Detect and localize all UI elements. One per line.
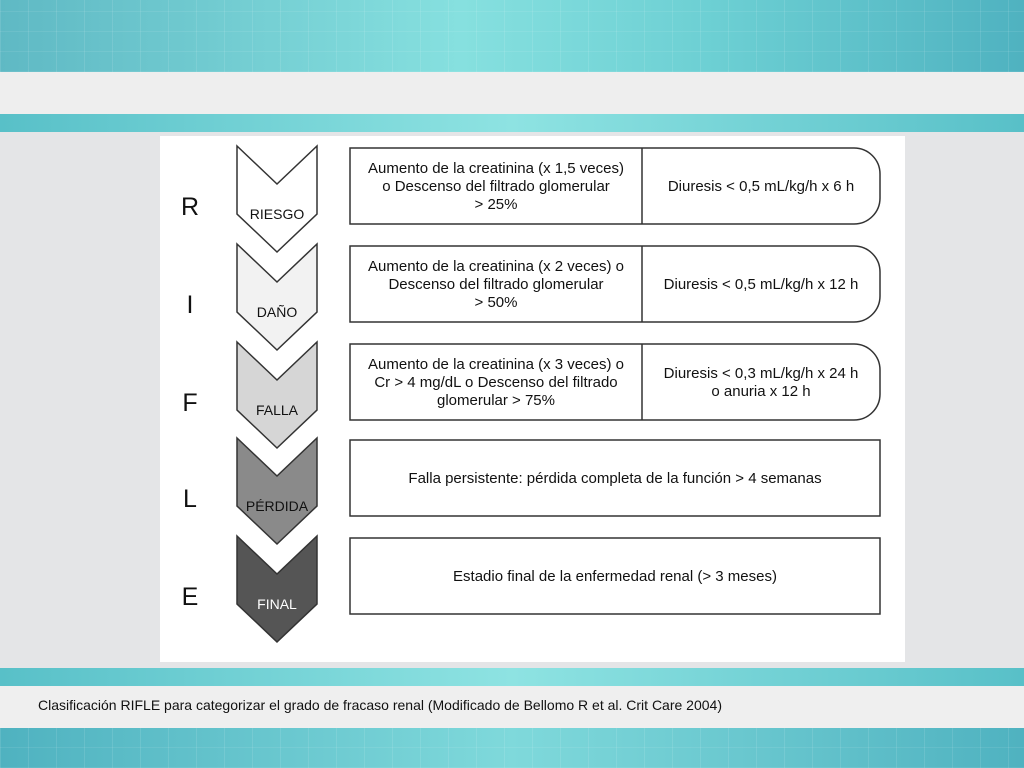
stage-daño <box>187 244 880 350</box>
bottom-decorative-band <box>0 728 1024 768</box>
stage-letter: F <box>182 389 198 417</box>
stage-name: RIESGO <box>249 206 305 222</box>
stage-chevron <box>237 244 317 350</box>
creatinine-criteria-line: > 50% <box>474 294 518 311</box>
top-white-strip <box>0 72 1024 114</box>
stage-riesgo <box>181 146 880 252</box>
creatinine-criteria-line: glomerular > 75% <box>437 392 555 409</box>
criteria-line: Falla persistente: pérdida completa de la función > 4 semanas <box>408 470 822 487</box>
creatinine-criteria-line: Aumento de la creatinina (x 2 veces) o <box>368 258 624 275</box>
stage-pérdida <box>183 438 880 544</box>
diuresis-criteria-line: Diuresis < 0,5 mL/kg/h x 6 h <box>667 178 855 195</box>
caption-bar <box>0 686 1024 728</box>
stage-name: FINAL <box>257 596 297 612</box>
stage-name: FALLA <box>255 402 299 418</box>
stage-chevron <box>237 342 317 448</box>
diuresis-criteria-line: Diuresis < 0,5 mL/kg/h x 12 h <box>663 276 859 293</box>
stage-final <box>182 536 880 642</box>
figure-caption: Clasificación RIFLE para categorizar el grado de fracaso renal (Modificado de Bellomo R et al. Crit Care 2004) <box>38 697 722 713</box>
creatinine-criteria-line: Descenso del filtrado glomerular <box>388 276 604 293</box>
stage-falla <box>182 342 880 448</box>
creatinine-criteria-line: Aumento de la creatinina (x 1,5 veces) <box>368 160 624 177</box>
stage-chevron <box>237 146 317 252</box>
rifle-figure <box>160 136 905 662</box>
creatinine-criteria-line: o Descenso del filtrado glomerular <box>382 178 610 195</box>
stage-chevron <box>237 438 317 544</box>
creatinine-criteria-line: > 25% <box>474 196 518 213</box>
criteria-line: Estadio final de la enfermedad renal (> 3 meses) <box>453 568 777 585</box>
stage-chevron <box>237 536 317 642</box>
rifle-diagram <box>160 136 905 662</box>
stage-letter: I <box>186 291 194 319</box>
stage-letter: R <box>180 193 200 221</box>
stage-name: DAÑO <box>256 304 298 320</box>
stage-letter: L <box>183 485 197 513</box>
stage-name: PÉRDIDA <box>245 498 309 514</box>
diuresis-criteria-line: o anuria x 12 h <box>711 383 811 400</box>
top-teal-strip <box>0 114 1024 132</box>
stage-letter: E <box>181 583 199 611</box>
creatinine-criteria-line: Cr > 4 mg/dL o Descenso del filtrado <box>374 374 618 391</box>
diuresis-criteria-line: Diuresis < 0,3 mL/kg/h x 24 h <box>663 365 859 382</box>
creatinine-criteria-line: Aumento de la creatinina (x 3 veces) o <box>368 356 624 373</box>
bottom-teal-strip <box>0 668 1024 686</box>
top-decorative-band <box>0 0 1024 72</box>
